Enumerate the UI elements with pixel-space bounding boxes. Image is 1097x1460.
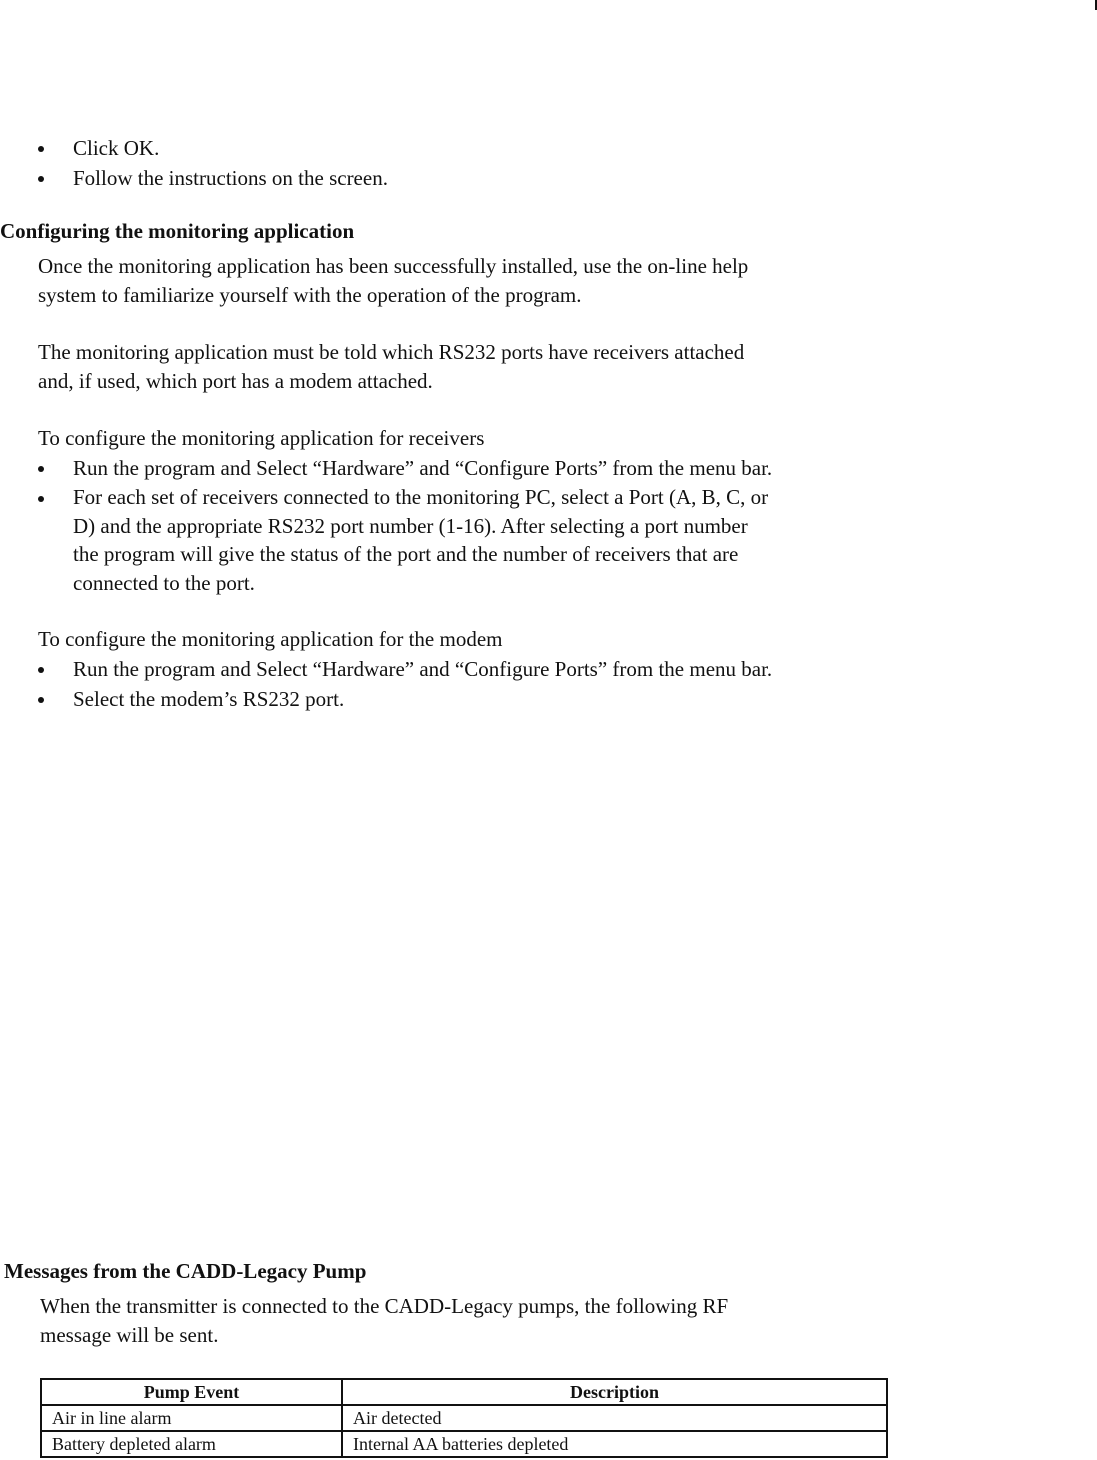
list-item [35, 453, 918, 483]
table-cell: Air in line alarm [41, 1405, 342, 1431]
pump-events-table [40, 1378, 888, 1458]
paragraph-line: system to familiarize yourself with the operation of the program. [38, 283, 582, 307]
column-header-description: Description [342, 1379, 887, 1405]
column-header-pump-event: Pump Event [41, 1379, 342, 1405]
paragraph-ports [38, 338, 918, 396]
list-item-line: D) and the appropriate RS232 port number (1-16). After selecting a port number [73, 513, 748, 538]
modem-intro: To configure the monitoring application for the modem [38, 627, 503, 651]
paragraph-line: and, if used, which port has a modem attached. [38, 369, 433, 393]
list-item-line: connected to the port. [73, 570, 255, 595]
configuring-body [38, 252, 918, 714]
list-item: Select the modem’s RS232 port. [35, 684, 918, 714]
table-header-row [41, 1379, 887, 1405]
list-item: Follow the instructions on the screen. [35, 163, 388, 193]
table-cell: Battery depleted alarm [41, 1431, 342, 1457]
list-item [35, 483, 918, 597]
paragraph-line: The monitoring application must be told which RS232 ports have receivers attached [38, 340, 745, 364]
section-heading-messages: Messages from the CADD-Legacy Pump [4, 1259, 367, 1283]
paragraph-intro [38, 252, 918, 310]
top-bullet-list [35, 133, 388, 193]
paragraph-line: Once the monitoring application has been successfully installed, use the on-line help [38, 254, 749, 278]
receivers-bullet-list [35, 453, 918, 597]
table-row [41, 1431, 887, 1457]
list-item-line: Run the program and Select “Hardware” and “Configure Ports” from the menu bar. [73, 456, 773, 480]
table-cell: Air detected [342, 1405, 887, 1431]
paragraph-line: When the transmitter is connected to the CADD-Legacy pumps, the following RF [40, 1294, 729, 1318]
list-item-line: the program will give the status of the port and the number of receivers that are [73, 542, 739, 566]
table-row [41, 1405, 887, 1431]
section-heading-configuring: Configuring the monitoring application [0, 219, 355, 243]
list-item: Click OK. [35, 133, 388, 163]
list-item-line: For each set of receivers connected to the monitoring PC, select a Port (A, B, C, or [73, 485, 769, 509]
list-item: Run the program and Select “Hardware” and “Configure Ports” from the menu bar. [35, 654, 918, 684]
messages-paragraph [40, 1292, 920, 1350]
table-cell: Internal AA batteries depleted [342, 1431, 887, 1457]
paragraph-line: message will be sent. [40, 1323, 219, 1347]
receivers-intro: To configure the monitoring application for receivers [38, 426, 485, 450]
modem-bullet-list [35, 654, 918, 714]
